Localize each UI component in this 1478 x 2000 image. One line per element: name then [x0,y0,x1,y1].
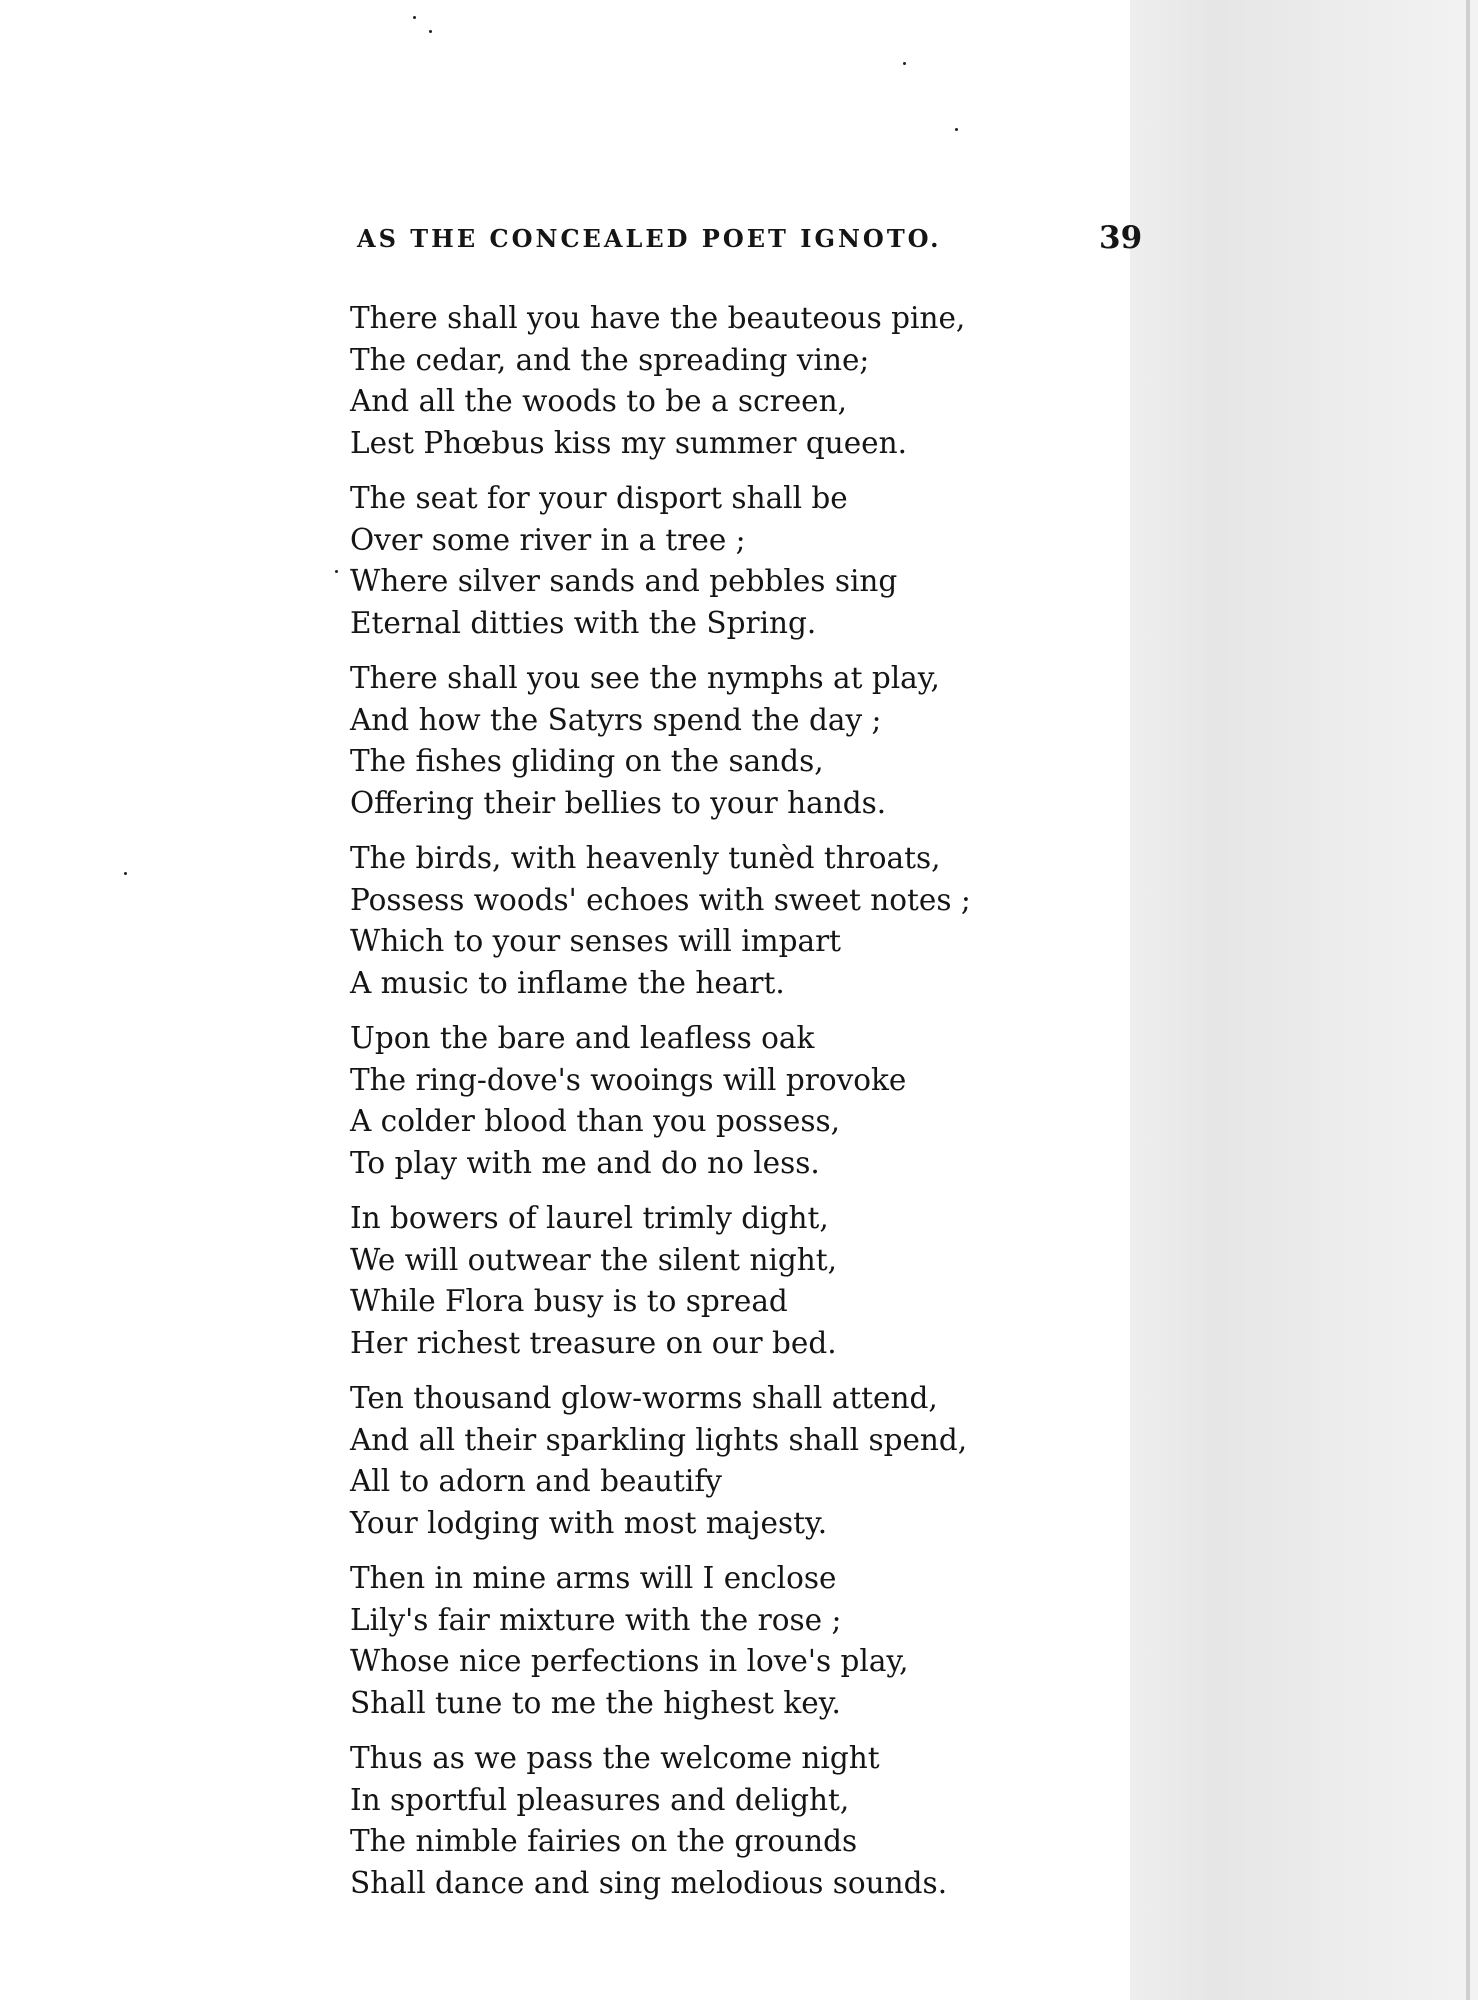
poem-line: And all their sparkling lights shall spend, [350,1422,968,1457]
poem-line: Where silver sands and pebbles sing [350,564,898,598]
poem-line: The nimble fairies on the grounds [350,1824,858,1858]
poem-line: And all the woods to be a screen, [350,384,847,418]
poem-line: Upon the bare and leafless oak [350,1021,815,1055]
poem-line: The ring-dove's wooings will provoke [350,1062,907,1097]
poem-line: Which to your senses will impart [350,924,842,958]
poem-line: There shall you have the beauteous pine, [350,301,966,335]
scan-speck [335,570,338,573]
running-head: AS THE CONCEALED POET IGNOTO. [357,224,942,253]
poem-line: To play with me and do no less. [350,1145,820,1180]
poem-line: Whose nice perfections in love's play, [350,1644,909,1678]
stanza [350,1738,1110,1904]
stanza [350,1018,1110,1184]
scan-speck [413,16,416,19]
poem-line: A colder blood than you possess, [350,1104,840,1138]
poem-line: The birds, with heavenly tunèd throats, [350,841,941,875]
scan-speck [955,128,958,131]
poem-line: Ten thousand glow-worms shall attend, [350,1381,938,1415]
poem-line: Lest Phœbus kiss my summer queen. [350,425,908,460]
poem-body [350,298,1110,1918]
scan-speck [124,872,127,875]
stanza [350,1198,1110,1364]
poem-line: Thus as we pass the welcome night [350,1741,880,1775]
stanza [350,298,1110,464]
stanza [350,838,1110,1004]
poem-line: There shall you see the nymphs at play, [350,661,940,695]
poem-line: Lily's fair mixture with the rose ; [350,1602,842,1637]
poem-line: Shall tune to me the highest key. [350,1685,841,1720]
poem-line: Over some river in a tree ; [350,522,746,557]
poem-line: In sportful pleasures and delight, [350,1782,850,1817]
page-number: 39 [1099,220,1143,256]
poem-line: Eternal ditties with the Spring. [350,605,817,640]
poem-line: Offering their bellies to your hands. [350,785,887,820]
poem-line: Your lodging with most majesty. [350,1505,828,1540]
poem-line: In bowers of laurel trimly dight, [350,1201,829,1235]
stanza [350,1378,1110,1544]
poem-line: While Flora busy is to spread [350,1284,788,1318]
poem-line: Shall dance and sing melodious sounds. [350,1865,948,1900]
stanza [350,658,1110,824]
poem-line: A music to inflame the heart. [350,965,785,1000]
scan-speck [429,30,432,33]
poem-line: Then in mine arms will I enclose [350,1561,837,1595]
poem-line: All to adorn and beautify [350,1464,722,1498]
stanza [350,478,1110,644]
poem-line: The seat for your disport shall be [350,481,848,515]
scan-gutter [1130,0,1478,2000]
poem-line: Her richest treasure on our bed. [350,1325,837,1360]
poem-line: And how the Satyrs spend the day ; [350,702,882,737]
stanza [350,1558,1110,1724]
scan-speck [903,62,906,65]
page-header [357,220,1147,260]
scan-gutter-edge [1466,0,1470,2000]
poem-line: Possess woods' echoes with sweet notes ; [350,882,971,917]
poem-line: We will outwear the silent night, [350,1242,838,1277]
poem-line: The fishes gliding on the sands, [350,744,824,778]
poem-line: The cedar, and the spreading vine; [350,342,870,377]
